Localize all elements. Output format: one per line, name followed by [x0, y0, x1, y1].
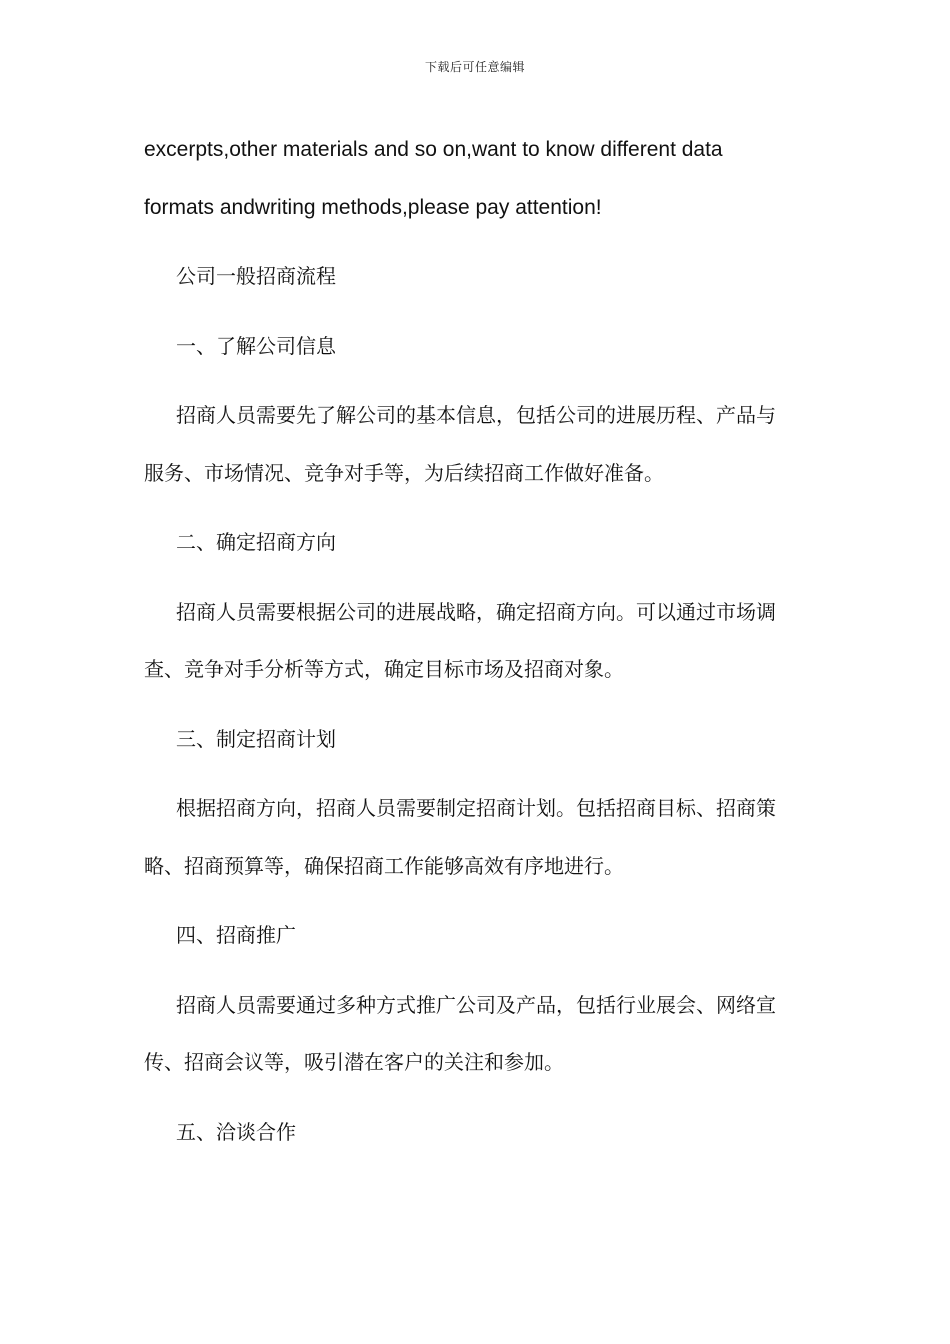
section-paragraph-3-line-2: 略、招商预算等，确保招商工作能够高效有序地进行。: [144, 853, 624, 878]
intro-line-1: excerpts,other materials and so on,want to know different data: [144, 138, 723, 161]
page-header-note: 下载后可任意编辑: [424, 60, 525, 74]
section-heading-4: 四、招商推广: [176, 923, 296, 947]
section-heading-2: 二、确定招商方向: [176, 530, 336, 554]
document-body: [144, 121, 804, 1161]
section-paragraph-2-line-2: 查、竞争对手分析等方式，确定目标市场及招商对象。: [144, 657, 624, 681]
section-heading-5: 五、洽谈合作: [176, 1119, 296, 1144]
section-paragraph-1-line-2: 服务、市场情况、竞争对手等，为后续招商工作做好准备。: [144, 460, 664, 485]
intro-line-2: formats andwriting methods,please pay attention!: [144, 195, 602, 219]
section-paragraph-4-line-1: 招商人员需要通过多种方式推广公司及产品，包括行业展会、网络宣: [176, 992, 776, 1017]
section-paragraph-4-line-2: 传、招商会议等，吸引潜在客户的关注和参加。: [144, 1050, 564, 1074]
section-paragraph-3-line-1: 根据招商方向，招商人员需要制定招商计划。包括招商目标、招商策: [176, 796, 776, 820]
document-title: 公司一般招商流程: [176, 264, 336, 288]
section-heading-1: 一、了解公司信息: [176, 333, 336, 358]
section-paragraph-1-line-1: 招商人员需要先了解公司的基本信息，包括公司的进展历程、产品与: [176, 403, 776, 427]
section-heading-3: 三、制定招商计划: [176, 726, 336, 751]
section-paragraph-2-line-1: 招商人员需要根据公司的进展战略，确定招商方向。可以通过市场调: [176, 599, 776, 624]
